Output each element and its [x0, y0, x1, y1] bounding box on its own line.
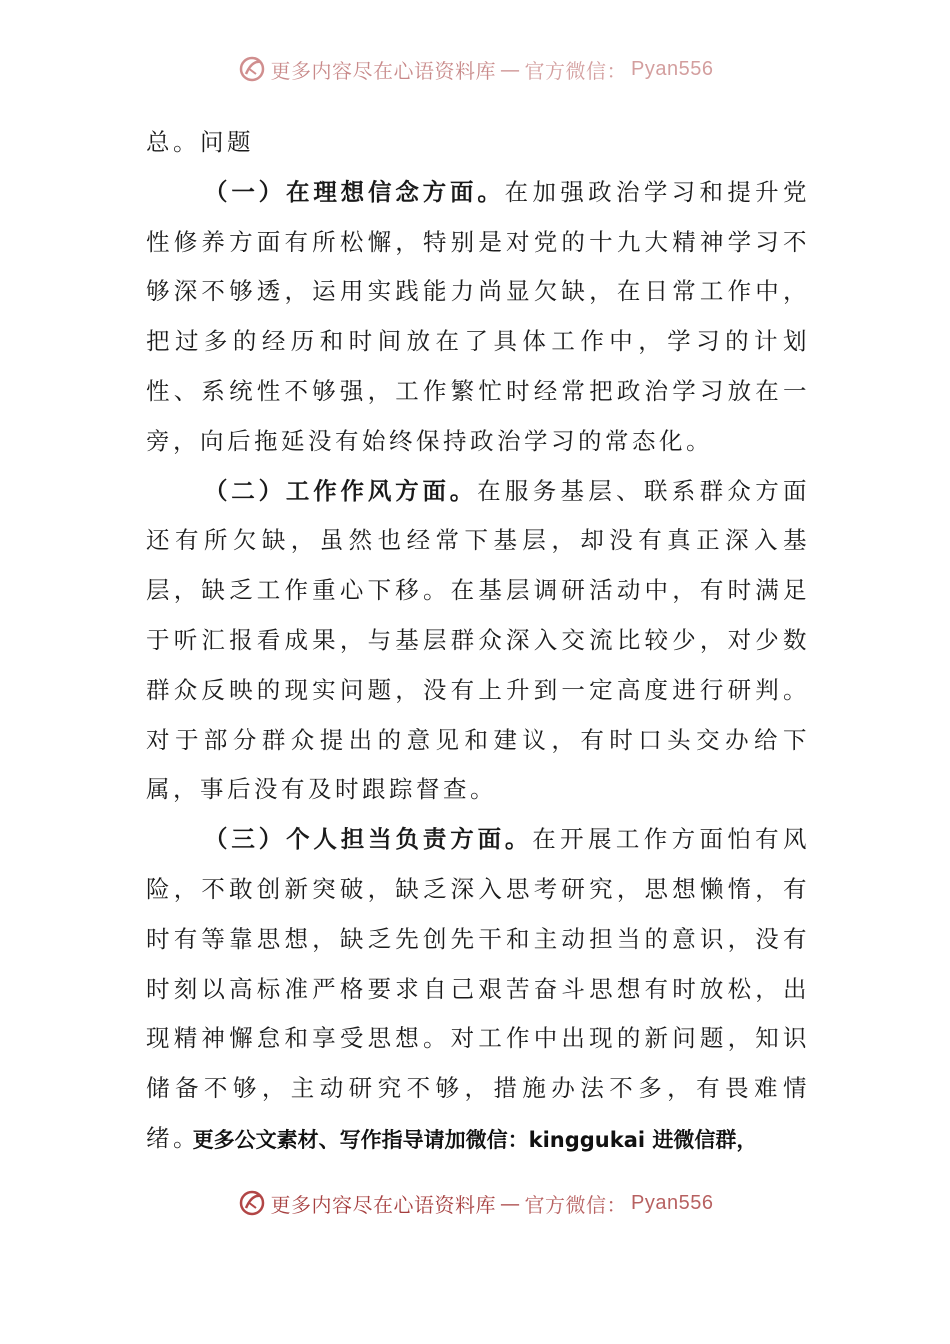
- watermark-separator: —: [500, 57, 521, 81]
- section-1-body: 在加强政治学习和提升党性修养方面有所松懈，特别是对党的十九大精神学习不够深不够透，运用实践能力尚显欠缺，在日常工作中，把过多的经历和时间放在了具体工作中，学习的计划性、系统性不够强，工作繁忙时经常把政治学习放在一旁，向后拖延没有始终保持政治学习的常态化。: [146, 177, 811, 455]
- section-1: [146, 168, 810, 467]
- section-3: [146, 815, 810, 1164]
- section-3-body: 在开展工作方面怕有风险，不敢创新突破，缺乏深入思考研究，思想懒惰，有时有等靠思想，缺乏先创先干和主动担当的意识，没有时刻以高标准严格要求自己艰苦奋斗思想有时放松，出现精神懈怠和享受思想。对工作中出现的新问题，知识储备不够，主动研究不够，措施办法不多，有畏难情绪。: [146, 825, 811, 1152]
- footer-watermark: [0, 1188, 950, 1218]
- section-1-heading: （一）在理想信念方面。: [204, 177, 505, 206]
- section-3-heading: （三）个人担当负责方面。: [204, 825, 533, 854]
- watermark-text: 更多内容尽在心语资料库: [270, 58, 497, 83]
- watermark-wechat-label: 官方微信：: [524, 58, 628, 83]
- watermark-wechat-id: Pyan556: [631, 57, 714, 80]
- lead-line: 总。问题: [146, 128, 254, 156]
- brand-logo-icon: [237, 1188, 267, 1218]
- header-watermark: [0, 54, 950, 84]
- section-2-body: 在服务基层、联系群众方面还有所欠缺，虽然也经常下基层，却没有真正深入基层，缺乏工作重心下移。在基层调研活动中，有时满足于听汇报看成果，与基层群众深入交流比较少，对少数群众反映的现实问题，没有上升到一定高度进行研判。对于部分群众提出的意见和建议，有时口头交办给下属，事后没有及时跟踪督查。: [146, 476, 811, 804]
- promo-line: 更多公文素材、写作指导请加微信：kinggukai 进微信群，: [192, 1128, 758, 1152]
- brand-logo-icon: [237, 54, 267, 84]
- section-2-heading: （二）工作作风方面。: [204, 476, 478, 505]
- section-2: [146, 467, 810, 816]
- watermark-separator: —: [500, 1191, 521, 1215]
- document-body: [146, 118, 810, 1164]
- watermark-wechat-label: 官方微信：: [524, 1192, 628, 1217]
- watermark-text: 更多内容尽在心语资料库: [270, 1192, 497, 1217]
- watermark-wechat-id: Pyan556: [631, 1191, 714, 1214]
